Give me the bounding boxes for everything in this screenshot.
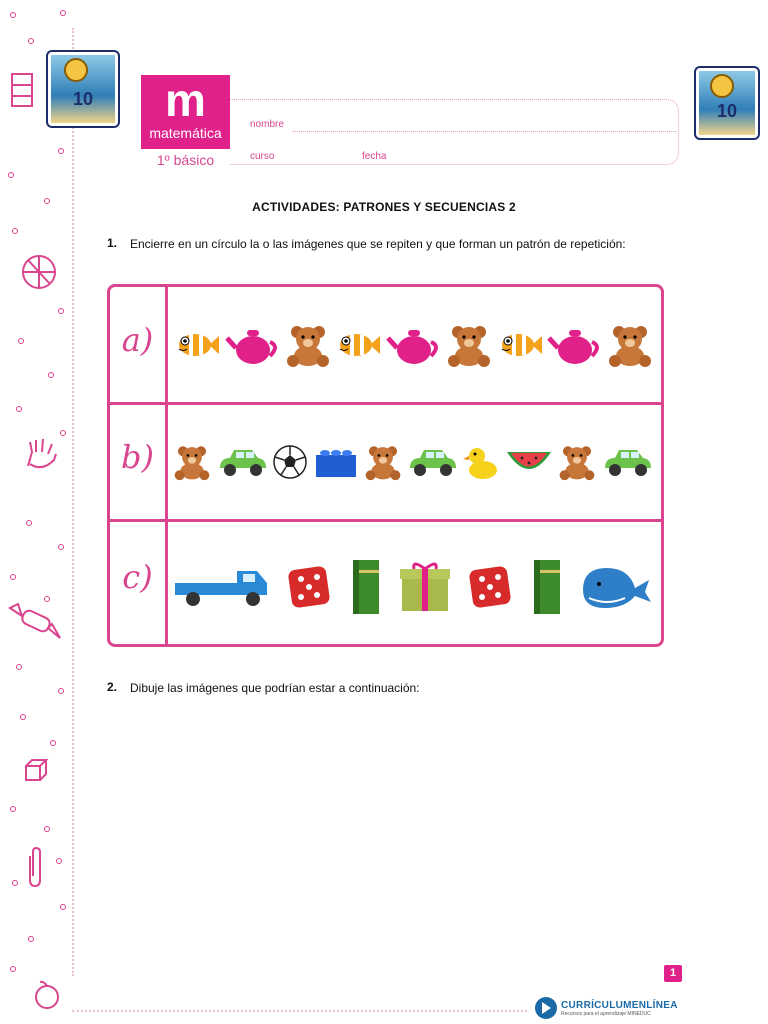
teddy-bear-icon[interactable] bbox=[285, 323, 331, 367]
row-c-sequence bbox=[173, 555, 653, 617]
abacus-doodle-icon bbox=[10, 72, 34, 108]
row-label-c: c) bbox=[122, 558, 153, 596]
clock-icon bbox=[64, 58, 88, 82]
fish-icon[interactable] bbox=[173, 325, 221, 365]
cube-doodle-icon bbox=[24, 758, 50, 782]
footer-brand: CURRÍCULUMENLÍNEA bbox=[561, 1000, 678, 1011]
label-column-divider bbox=[165, 287, 168, 644]
row-label-a: a) bbox=[121, 321, 154, 359]
row-divider bbox=[110, 519, 661, 522]
row-label-b: b) bbox=[121, 438, 154, 476]
question-1-text: Encierre en un círculo la o las imágenes que se repiten y que forman un patrón de repetición: bbox=[130, 237, 626, 251]
logo-subject: matemática bbox=[149, 125, 222, 141]
candy-doodle-icon bbox=[6, 602, 64, 642]
truck-icon[interactable] bbox=[173, 563, 271, 609]
grade-label: 1º básico bbox=[156, 152, 215, 168]
badge-number: 10 bbox=[716, 101, 738, 121]
watermelon-icon[interactable] bbox=[504, 446, 554, 478]
duck-icon[interactable] bbox=[463, 443, 499, 481]
teddy-bear-icon[interactable] bbox=[446, 323, 492, 367]
curriculum-logo bbox=[535, 997, 685, 1021]
teapot-icon[interactable] bbox=[386, 324, 442, 366]
pattern-table bbox=[107, 284, 664, 647]
car-icon[interactable] bbox=[216, 444, 268, 480]
row-divider bbox=[110, 402, 661, 405]
dice-icon[interactable] bbox=[286, 562, 334, 610]
hand-doodle-icon bbox=[22, 436, 62, 472]
course-label: curso bbox=[250, 151, 275, 162]
soccer-ball-icon[interactable] bbox=[272, 444, 308, 480]
pie-doodle-icon bbox=[20, 248, 58, 292]
car-icon[interactable] bbox=[406, 444, 458, 480]
subject-logo bbox=[141, 75, 230, 149]
drawing-area[interactable] bbox=[107, 705, 662, 955]
badge-number: 10 bbox=[72, 89, 94, 109]
book-icon[interactable] bbox=[530, 556, 564, 616]
name-field[interactable] bbox=[292, 131, 676, 132]
teddy-bear-icon[interactable] bbox=[607, 323, 653, 367]
paperclip-doodle-icon bbox=[24, 846, 44, 890]
clock-icon bbox=[710, 74, 734, 98]
question-2-number: 2. bbox=[107, 680, 118, 694]
dice-icon[interactable] bbox=[467, 562, 515, 610]
footer-tagline: Recursos para el aprendizaje MINEDUC bbox=[561, 1011, 651, 1017]
car-icon[interactable] bbox=[601, 444, 653, 480]
row-b-sequence bbox=[173, 439, 653, 485]
school-badge-right bbox=[694, 66, 760, 140]
page-bottom-line bbox=[72, 1010, 527, 1012]
fish-icon[interactable] bbox=[334, 325, 382, 365]
book-icon[interactable] bbox=[349, 556, 383, 616]
whale-icon[interactable] bbox=[579, 560, 653, 612]
student-info-box bbox=[230, 99, 679, 165]
teapot-icon[interactable] bbox=[547, 324, 603, 366]
lego-brick-icon[interactable] bbox=[313, 443, 359, 481]
teddy-bear-icon[interactable] bbox=[558, 443, 596, 481]
teddy-bear-icon[interactable] bbox=[173, 443, 211, 481]
school-badge-left bbox=[46, 50, 120, 128]
page-number: 1 bbox=[664, 965, 682, 982]
row-a-sequence bbox=[173, 317, 653, 373]
page-title: ACTIVIDADES: PATRONES Y SECUENCIAS 2 bbox=[252, 200, 516, 214]
fish-icon[interactable] bbox=[496, 325, 544, 365]
apple-doodle-icon bbox=[30, 980, 64, 1010]
logo-letter: m bbox=[165, 74, 206, 126]
arrow-logo-icon bbox=[535, 997, 557, 1019]
page-margin-line bbox=[72, 28, 74, 976]
name-label: nombre bbox=[250, 119, 284, 130]
teapot-icon[interactable] bbox=[225, 324, 281, 366]
date-label: fecha bbox=[362, 151, 387, 162]
gift-icon[interactable] bbox=[398, 559, 452, 613]
teddy-bear-icon[interactable] bbox=[364, 443, 402, 481]
question-2-text: Dibuje las imágenes que podrían estar a continuación: bbox=[130, 681, 420, 695]
question-1-number: 1. bbox=[107, 236, 118, 250]
